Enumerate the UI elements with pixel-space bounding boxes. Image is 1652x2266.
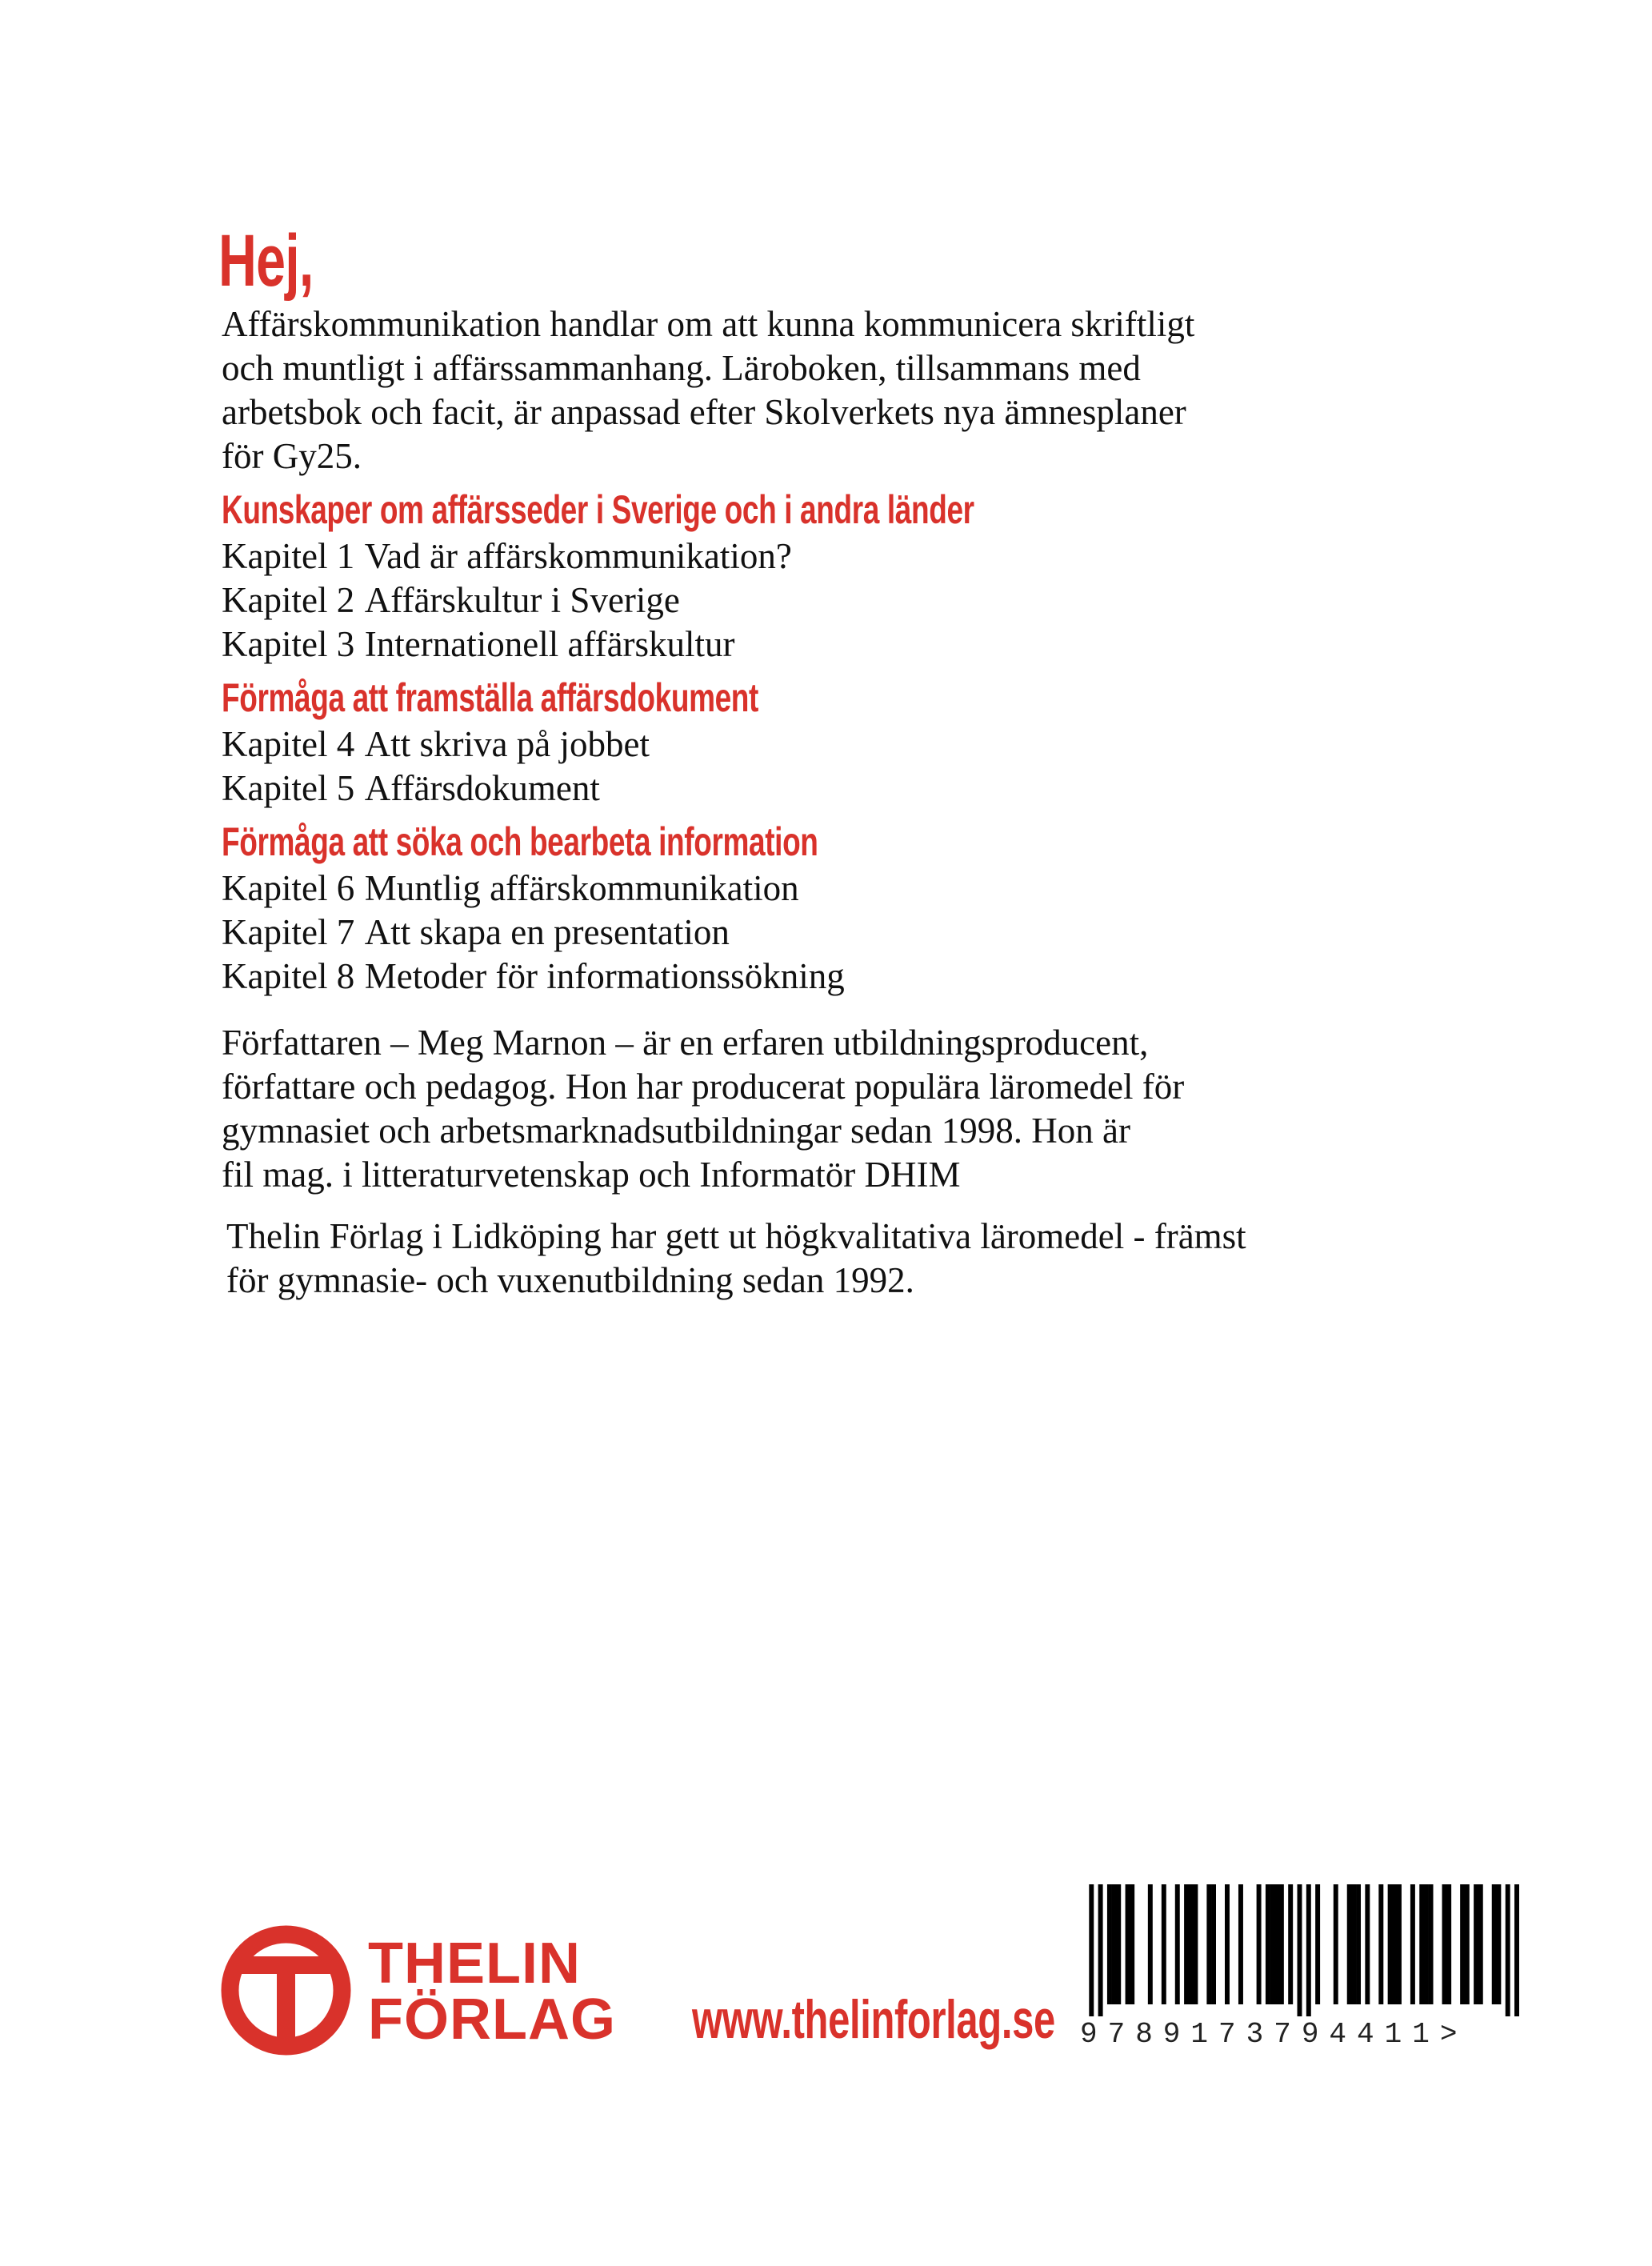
- barcode-bar: [1397, 1884, 1402, 2004]
- publisher-line: Thelin Förlag i Lidköping har gett ut högkvalitativa läromedel - främst: [226, 1216, 1246, 1256]
- chapter-label: Kapitel: [222, 536, 328, 576]
- barcode-bar: [1279, 1884, 1284, 2004]
- barcode-bar: [1356, 1884, 1361, 2004]
- section-1: [222, 485, 1398, 667]
- chapter-item: [222, 579, 1398, 623]
- barcode-bar: [1089, 1884, 1094, 2016]
- section-heading: Kunskaper om affärsseder i Sverige och i andra länder: [222, 487, 974, 532]
- cover-text: [218, 220, 1398, 1303]
- chapter-item: [222, 534, 1398, 579]
- section-heading: Förmåga att framställa affärsdokument: [222, 675, 758, 720]
- barcode-bar: [1211, 1884, 1216, 2004]
- barcode-bar: [1175, 1884, 1180, 2004]
- chapter-item: [222, 955, 1398, 999]
- barcode-bar: [1206, 1884, 1211, 2004]
- barcode-bars: [1080, 1884, 1528, 2016]
- barcode-bar: [1315, 1884, 1320, 2004]
- chapter-label: Kapitel: [222, 956, 328, 996]
- barcode-bar: [1429, 1884, 1434, 2004]
- barcode-bar: [1392, 1884, 1397, 2004]
- author-line: författare och pedagog. Hon har producerat populära läromedel för: [222, 1067, 1185, 1107]
- chapter-number: 1: [336, 536, 355, 576]
- isbn-number: 9789173794411: [1080, 2018, 1440, 2051]
- chapter-label: Kapitel: [222, 912, 328, 952]
- chapter-number: 2: [336, 580, 355, 620]
- chapter-item: [222, 867, 1398, 911]
- author-paragraph: [222, 1021, 1398, 1197]
- chapter-title: Att skriva på jobbet: [364, 724, 650, 764]
- barcode-bar: [1112, 1884, 1117, 2004]
- barcode-bar: [1410, 1884, 1415, 2004]
- intro-line: Affärskommunikation handlar om att kunna kommunicera skriftligt: [222, 304, 1195, 344]
- chapter-label: Kapitel: [222, 724, 328, 764]
- barcode-bar: [1474, 1884, 1478, 2004]
- website-link[interactable]: www.thelinforlag.se: [692, 1989, 1055, 2050]
- barcode-bar: [1347, 1884, 1352, 2004]
- logo-wordmark: [368, 1932, 616, 2052]
- barcode-bar: [1130, 1884, 1134, 2004]
- chapter-title: Affärsdokument: [364, 768, 600, 808]
- barcode-bar: [1107, 1884, 1112, 2004]
- barcode-bar: [1514, 1884, 1519, 2016]
- barcode-bar: [1506, 1884, 1510, 2016]
- chapter-item: [222, 723, 1398, 767]
- barcode-bar: [1442, 1884, 1447, 2004]
- barcode-bar: [1288, 1884, 1293, 2004]
- chapter-item: [222, 767, 1398, 811]
- barcode-bar: [1098, 1884, 1103, 2016]
- author-line: fil mag. i litteraturvetenskap och Informatör DHIM: [222, 1155, 961, 1195]
- barcode-bar: [1189, 1884, 1194, 2004]
- barcode-bar: [1225, 1884, 1230, 2004]
- chapter-title: Att skapa en presentation: [364, 912, 730, 952]
- intro-line: och muntligt i affärssammanhang. Läroboken, tillsammans med: [222, 348, 1141, 388]
- chapter-title: Affärskultur i Sverige: [364, 580, 680, 620]
- barcode-bar: [1184, 1884, 1189, 2004]
- logo-line-1: THELIN: [368, 1932, 581, 1996]
- author-line: gymnasiet och arbetsmarknadsutbildningar sedan 1998. Hon är: [222, 1111, 1130, 1151]
- barcode-bar: [1270, 1884, 1275, 2004]
- chapter-number: 7: [336, 912, 355, 952]
- barcode-bar: [1257, 1884, 1262, 2004]
- chapter-label: Kapitel: [222, 768, 328, 808]
- logo-line-2: FÖRLAG: [368, 1988, 616, 2052]
- publisher-line: för gymnasie- och vuxenutbildning sedan 1992.: [226, 1260, 914, 1300]
- barcode-bar: [1492, 1884, 1497, 2004]
- barcode-bar: [1419, 1884, 1424, 2004]
- chapter-title: Muntlig affärskommunikation: [364, 868, 799, 908]
- barcode-bar: [1478, 1884, 1483, 2004]
- barcode-bar: [1388, 1884, 1393, 2004]
- intro-line: arbetsbok och facit, är anpassad efter Skolverkets nya ämnesplaner: [222, 392, 1186, 432]
- barcode-bar: [1306, 1884, 1311, 2016]
- barcode-bar: [1446, 1884, 1451, 2004]
- barcode-bar: [1162, 1884, 1166, 2004]
- chapter-label: Kapitel: [222, 624, 328, 664]
- barcode-bar: [1496, 1884, 1501, 2004]
- barcode-bar: [1378, 1884, 1383, 2004]
- publisher-logo: [220, 1924, 636, 2056]
- section-heading: Förmåga att söka och bearbeta information: [222, 819, 818, 864]
- barcode-bar: [1465, 1884, 1470, 2004]
- intro-paragraph: [222, 302, 1398, 478]
- barcode-bar: [1424, 1884, 1429, 2004]
- barcode-bar: [1334, 1884, 1338, 2004]
- barcode-bar: [1365, 1884, 1370, 2004]
- chapter-item: [222, 911, 1398, 955]
- barcode-bar: [1238, 1884, 1243, 2004]
- intro-line: för Gy25.: [222, 436, 362, 476]
- barcode-bar: [1148, 1884, 1153, 2004]
- chapter-number: 5: [336, 768, 355, 808]
- barcode-bar: [1460, 1884, 1465, 2004]
- chapter-number: 8: [336, 956, 355, 996]
- thelin-t-circle-logo-icon: [220, 1924, 352, 2056]
- chapter-number: 3: [336, 624, 355, 664]
- chapter-title: Internationell affärskultur: [364, 624, 735, 664]
- barcode-bar: [1266, 1884, 1270, 2004]
- chapter-number: 6: [336, 868, 355, 908]
- chapter-title: Metoder för informationssökning: [364, 956, 845, 996]
- isbn-trailer: >: [1439, 2018, 1468, 2051]
- barcode-bar: [1193, 1884, 1198, 2004]
- barcode-bar: [1274, 1884, 1279, 2004]
- chapter-title: Vad är affärskommunikation?: [364, 536, 792, 576]
- publisher-paragraph: [226, 1215, 1398, 1303]
- chapter-label: Kapitel: [222, 580, 328, 620]
- barcode-bar: [1298, 1884, 1302, 2016]
- chapter-item: [222, 623, 1398, 667]
- chapter-label: Kapitel: [222, 868, 328, 908]
- author-line: Författaren – Meg Marnon – är en erfaren utbildningsproducent,: [222, 1023, 1149, 1063]
- greeting-heading: Hej,: [218, 220, 314, 302]
- barcode-bar: [1126, 1884, 1130, 2004]
- chapter-number: 4: [336, 724, 355, 764]
- section-3: [222, 817, 1398, 999]
- isbn-digits: [1080, 2018, 1467, 2051]
- section-2: [222, 673, 1398, 811]
- barcode-bar: [1116, 1884, 1121, 2004]
- barcode-bar: [1351, 1884, 1356, 2004]
